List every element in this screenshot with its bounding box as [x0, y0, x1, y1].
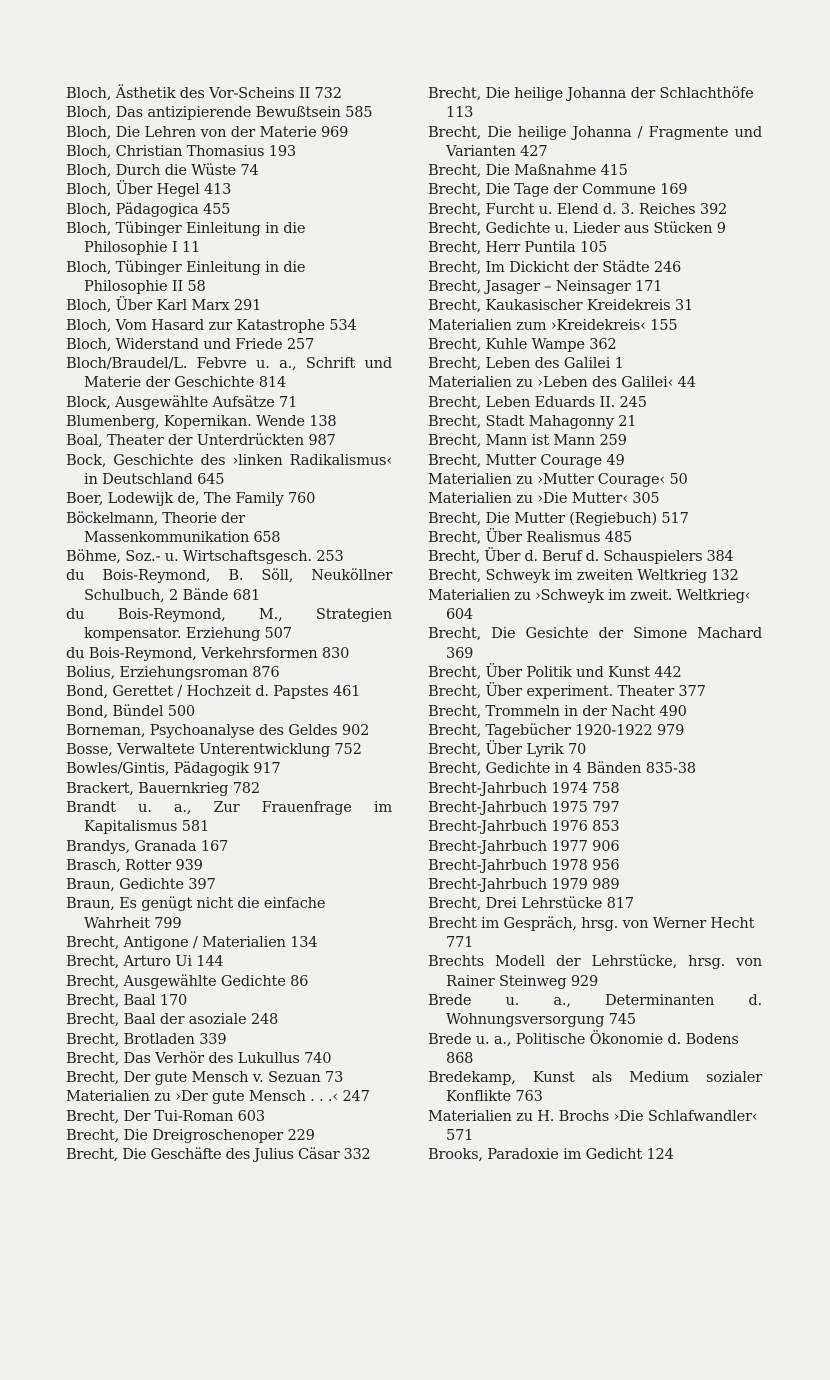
index-entry: Materialien zu ›Der gute Mensch . . .‹ 247	[66, 1088, 370, 1106]
index-entry: Brecht, Der gute Mensch v. Sezuan 73	[66, 1069, 344, 1087]
index-entry: Brecht, Gedichte in 4 Bänden 835-38	[428, 760, 696, 778]
index-entry: Brandt u. a., Zur Frauenfrage im Kapitalismus 581	[66, 798, 392, 836]
index-entry: Bredekamp, Kunst als Medium sozialer Konflikte 763	[428, 1069, 762, 1106]
index-entry: Brecht, Furcht u. Elend d. 3. Reiches 392	[428, 200, 728, 218]
index-entry: Braun, Gedichte 397	[66, 876, 216, 894]
index-entry: Boer, Lodewijk de, The Family 760	[66, 490, 316, 508]
index-entry: Brecht, Herr Puntila 105	[428, 239, 608, 257]
index-entry: Brecht, Über d. Beruf d. Schauspielers 384	[428, 548, 734, 566]
index-entry: Brecht, Über Politik und Kunst 442	[428, 663, 682, 681]
index-entry: Bloch, Über Hegel 413	[66, 181, 232, 199]
index-entry: Bloch, Christian Thomasius 193	[66, 142, 296, 160]
index-entry: Brecht, Baal der asoziale 248	[66, 1011, 279, 1029]
index-entry: Brecht, Leben Eduards II. 245	[428, 393, 647, 411]
index-entry: Brecht im Gespräch, hrsg. von Werner Hecht 771	[428, 914, 755, 952]
index-entry: Brecht, Leben des Galilei 1	[428, 355, 624, 373]
index-column-right	[428, 84, 762, 1165]
index-entry: Bond, Bündel 500	[66, 702, 195, 720]
index-entry: Brooks, Paradoxie im Gedicht 124	[428, 1146, 674, 1164]
index-entry: Block, Ausgewählte Aufsätze 71	[66, 393, 298, 411]
index-entry: Brecht, Die Maßnahme 415	[428, 162, 628, 180]
index-entry: Brecht, Der Tui-Roman 603	[66, 1107, 265, 1125]
index-entry: Bosse, Verwaltete Unterentwicklung 752	[66, 741, 362, 759]
index-entry: Bloch, Die Lehren von der Materie 969	[66, 123, 349, 141]
index-entry: Brecht, Kaukasischer Kreidekreis 31	[428, 297, 694, 315]
index-entry: Brecht, Trommeln in der Nacht 490	[428, 702, 687, 720]
index-entry: Brecht, Ausgewählte Gedichte 86	[66, 972, 309, 990]
index-entry: Bloch, Pädagogica 455	[66, 200, 231, 218]
index-entry: Brecht, Die Geschäfte des Julius Cäsar 332	[66, 1146, 371, 1164]
index-entry: Brecht, Gedichte u. Lieder aus Stücken 9	[428, 220, 726, 238]
index-entry: Brecht-Jahrbuch 1976 853	[428, 818, 620, 836]
index-entry: Bloch, Über Karl Marx 291	[66, 297, 262, 315]
index-entry: Brecht-Jahrbuch 1974 758	[428, 779, 620, 797]
index-entry: Materialien zu ›Mutter Courage‹ 50	[428, 470, 688, 488]
index-entry: Boal, Theater der Unterdrückten 987	[66, 432, 336, 450]
index-entry: Materialien zu ›Schweyk im zweit. Weltkrieg‹ 604	[428, 586, 751, 624]
index-entry: du Bois-Reymond, B. Söll, Neuköllner Schulbuch, 2 Bände 681	[66, 567, 392, 604]
index-entry: Brackert, Bauernkrieg 782	[66, 779, 260, 797]
index-entry: Böhme, Soz.- u. Wirtschaftsgesch. 253	[66, 548, 344, 566]
index-entry: Brecht-Jahrbuch 1978 956	[428, 856, 620, 874]
index-entry: Brecht, Die Gesichte der Simone Machard 369	[428, 625, 762, 662]
index-entry: Bloch/Braudel/L. Febvre u. a., Schrift und Materie der Geschichte 814	[66, 355, 392, 392]
index-entry: Brecht, Die heilige Johanna / Fragmente und Varianten 427	[428, 123, 762, 160]
index-entry: Bloch, Vom Hasard zur Katastrophe 534	[66, 316, 357, 334]
index-entry: Materialien zu ›Die Mutter‹ 305	[428, 490, 660, 508]
index-entry: Bloch, Ästhetik des Vor-Scheins II 732	[66, 85, 342, 102]
index-entry: Brecht, Schweyk im zweiten Weltkrieg 132	[428, 567, 739, 585]
index-entry: Brecht, Drei Lehrstücke 817	[428, 895, 634, 913]
index-entry: Brecht, Stadt Mahagonny 21	[428, 413, 637, 431]
index-entry: Bond, Gerettet / Hochzeit d. Papstes 461	[66, 683, 361, 701]
index-entry: Borneman, Psychoanalyse des Geldes 902	[66, 721, 370, 739]
index-entry: Brecht, Über experiment. Theater 377	[428, 683, 706, 701]
index-entry: Brecht, Über Lyrik 70	[428, 741, 587, 759]
index-entry: Bloch, Durch die Wüste 74	[66, 162, 259, 180]
index-entry: Brede u. a., Determinanten d. Wohnungsversorgung 745	[428, 991, 762, 1029]
index-entry: Materialien zu H. Brochs ›Die Schlafwandler‹ 571	[428, 1107, 758, 1145]
index-entry: Brecht-Jahrbuch 1979 989	[428, 876, 620, 894]
index-entry: Brecht, Brotladen 339	[66, 1030, 227, 1048]
index-entry: Brecht, Das Verhör des Lukullus 740	[66, 1049, 332, 1067]
index-entry: Bloch, Widerstand und Friede 257	[66, 335, 315, 353]
index-entry: Brecht, Antigone / Materialien 134	[66, 934, 318, 952]
index-entry: Brecht, Mutter Courage 49	[428, 451, 625, 469]
index-entry: Brecht, Im Dickicht der Städte 246	[428, 258, 682, 276]
index-entry: Brecht, Die heilige Johanna der Schlachthöfe 113	[428, 85, 754, 122]
index-entry: Bock, Geschichte des ›linken Radikalismus‹ in Deutschland 645	[66, 451, 392, 488]
index-entry: Brecht, Die Tage der Commune 169	[428, 181, 688, 199]
index-entry: Brecht, Kuhle Wampe 362	[428, 335, 617, 353]
index-entry: du Bois-Reymond, Verkehrsformen 830	[66, 644, 350, 662]
index-entry: Brecht, Die Dreigroschenoper 229	[66, 1127, 315, 1145]
index-entry: Brecht, Baal 170	[66, 991, 188, 1009]
index-entry: Brechts Modell der Lehrstücke, hrsg. von Rainer Steinweg 929	[428, 953, 762, 990]
index-entry: Brecht, Die Mutter (Regiebuch) 517	[428, 509, 689, 527]
index-entry: Brecht-Jahrbuch 1977 906	[428, 837, 620, 855]
index-entry: Brecht, Mann ist Mann 259	[428, 432, 627, 450]
index-entry: Bloch, Das antizipierende Bewußtsein 585	[66, 104, 373, 122]
index-entry: Blumenberg, Kopernikan. Wende 138	[66, 413, 337, 431]
index-entry: Braun, Es genügt nicht die einfache Wahrheit 799	[66, 895, 326, 932]
index-entry: Brecht, Jasager – Neinsager 171	[428, 277, 663, 295]
index-entry: Brecht, Tagebücher 1920-1922 979	[428, 721, 685, 739]
index-entry: Böckelmann, Theorie der Massenkommunikation 658	[66, 509, 281, 546]
index-entry: Brecht-Jahrbuch 1975 797	[428, 798, 620, 816]
index-entry: Bloch, Tübinger Einleitung in die Philosophie I 11	[66, 220, 306, 257]
index-entry: Brede u. a., Politische Ökonomie d. Bodens 868	[428, 1030, 739, 1067]
index-entry: Brasch, Rotter 939	[66, 856, 203, 874]
index-entry: Materialien zum ›Kreidekreis‹ 155	[428, 316, 678, 334]
index-entry: Brecht, Über Realismus 485	[428, 528, 633, 546]
index-entry: Brandys, Granada 167	[66, 837, 229, 855]
index-entry: Bolius, Erziehungsroman 876	[66, 663, 280, 681]
index-entry: Materialien zu ›Leben des Galilei‹ 44	[428, 374, 696, 392]
index-entry: Brecht, Arturo Ui 144	[66, 953, 224, 971]
index-entry: Bloch, Tübinger Einleitung in die Philosophie II 58	[66, 258, 306, 295]
index-entry: Bowles/Gintis, Pädagogik 917	[66, 760, 281, 778]
index-entry: du Bois-Reymond, M., Strategien kompensator. Erziehung 507	[66, 606, 392, 643]
index-column-left	[66, 84, 392, 1165]
